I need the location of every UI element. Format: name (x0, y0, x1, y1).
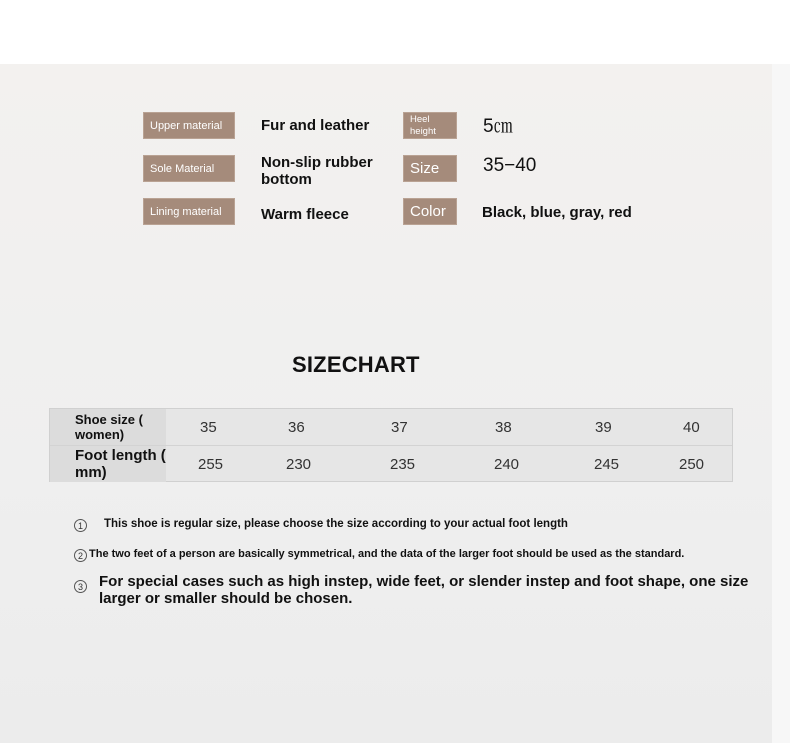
table-row (50, 409, 732, 446)
spec-value-sole-material: Non-slip rubber bottom (261, 154, 373, 188)
table-cell: 255 (198, 455, 224, 473)
note-marker-2: 2 (74, 549, 87, 562)
table-cell: 38 (495, 418, 512, 436)
spec-label-lining-material: Lining material (143, 198, 235, 225)
spec-value-heel-height: 5㎝ (483, 116, 513, 137)
content-panel (0, 64, 772, 743)
table-cell: 37 (391, 418, 408, 436)
table-cell: 39 (595, 418, 612, 436)
note-2-text: The two feet of a person are basically symmetrical, and the data of the larger foot should be used as the standard. (89, 548, 685, 560)
spec-label-sole-material: Sole Material (143, 155, 235, 182)
size-chart-table (49, 408, 733, 482)
spec-value-color: Black, blue, gray, red (482, 204, 632, 221)
spec-label-size: Size (403, 155, 457, 182)
table-cell: 240 (494, 455, 520, 473)
note-3-text: For special cases such as high instep, wide feet, or slender instep and foot shape, one size larger or smaller should be chosen. (99, 573, 749, 607)
table-cell: 230 (286, 455, 312, 473)
table-cell: 245 (594, 455, 620, 473)
spec-value-upper-material: Fur and leather (261, 117, 370, 134)
row-header-foot-length: Foot length ( mm) (50, 446, 166, 482)
right-edge (772, 64, 790, 743)
note-1-text: This shoe is regular size, please choose the size according to your actual foot length (104, 518, 568, 530)
note-marker-3: 3 (74, 580, 87, 593)
spec-value-lining-material: Warm fleece (261, 206, 349, 223)
table-cell: 235 (390, 455, 416, 473)
table-cell: 250 (679, 455, 705, 473)
note-marker-1: 1 (74, 519, 87, 532)
size-chart-title: SIZECHART (292, 352, 420, 377)
table-cell: 35 (200, 418, 217, 436)
spec-label-heel-height: Heel height (403, 112, 457, 139)
spec-value-size: 35−40 (483, 155, 537, 176)
table-cell: 36 (288, 418, 305, 436)
spec-label-color: Color (403, 198, 457, 225)
row-header-shoe-size: Shoe size ( women) (50, 409, 166, 445)
table-cell: 40 (683, 418, 700, 436)
spec-label-upper-material: Upper material (143, 112, 235, 139)
table-row (50, 446, 732, 482)
